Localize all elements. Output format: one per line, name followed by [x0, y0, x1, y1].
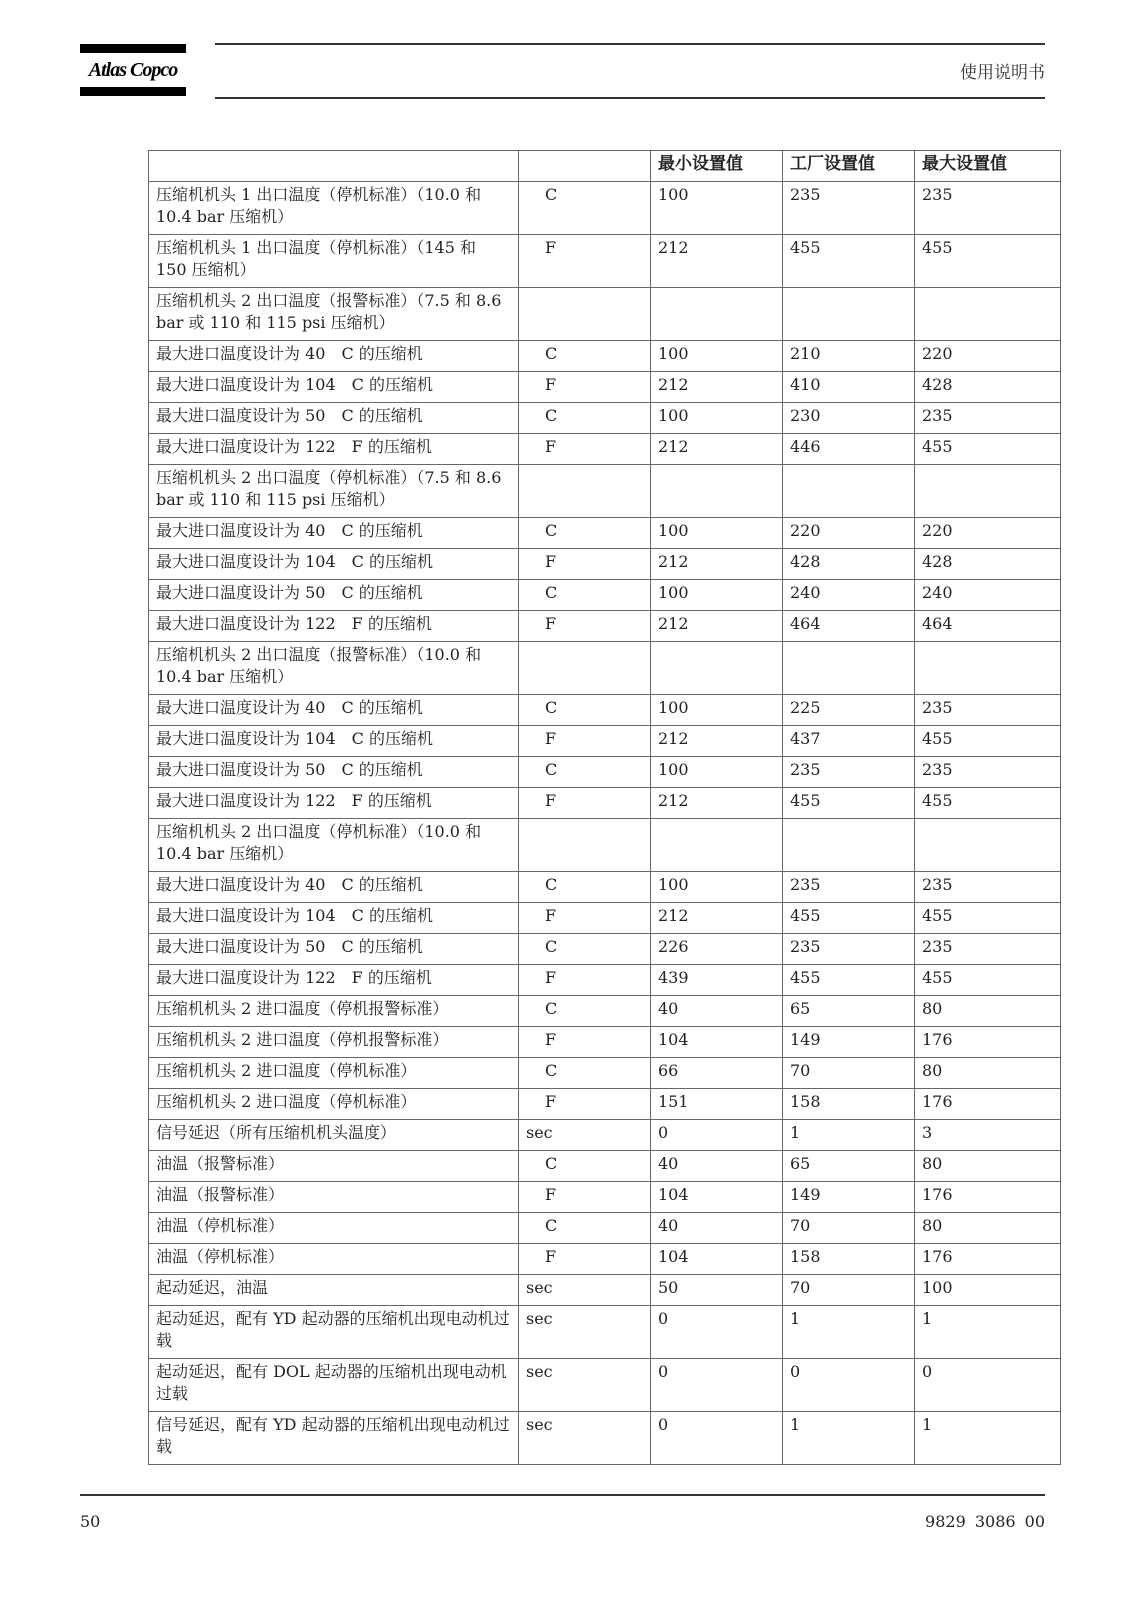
unit-cell: F — [519, 726, 651, 757]
table-row — [149, 1359, 1061, 1412]
factory-value-cell: 225 — [783, 695, 915, 726]
max-value-cell: 235 — [915, 872, 1061, 903]
min-value-cell: 151 — [651, 1089, 783, 1120]
unit-cell: sec — [519, 1120, 651, 1151]
unit-cell: C — [519, 757, 651, 788]
min-value-cell: 0 — [651, 1359, 783, 1412]
table-row — [149, 1120, 1061, 1151]
table-row — [149, 341, 1061, 372]
min-value-cell — [651, 819, 783, 872]
logo-bar-bottom — [80, 87, 186, 96]
table-row — [149, 903, 1061, 934]
parameter-cell: 压缩机机头 2 进口温度（停机标准） — [149, 1089, 519, 1120]
max-value-cell: 235 — [915, 182, 1061, 235]
document-title: 使用说明书 — [960, 63, 1045, 83]
max-value-cell: 0 — [915, 1359, 1061, 1412]
logo-wordmark: Atlas Copco — [88, 59, 178, 81]
factory-value-cell: 65 — [783, 996, 915, 1027]
min-value-cell: 212 — [651, 726, 783, 757]
table-row — [149, 235, 1061, 288]
document-number: 9829 3086 00 — [925, 1512, 1045, 1531]
unit-cell — [519, 288, 651, 341]
unit-cell: C — [519, 1151, 651, 1182]
parameter-cell: 最大进口温度设计为 50 C 的压缩机 — [149, 757, 519, 788]
parameter-cell: 起动延迟，配有 YD 起动器的压缩机出现电动机过载 — [149, 1306, 519, 1359]
unit-cell: sec — [519, 1275, 651, 1306]
table-row — [149, 372, 1061, 403]
header-max-setting: 最大设置值 — [915, 151, 1061, 182]
min-value-cell: 100 — [651, 341, 783, 372]
factory-value-cell: 1 — [783, 1412, 915, 1465]
parameter-cell: 最大进口温度设计为 122 F 的压缩机 — [149, 434, 519, 465]
max-value-cell: 235 — [915, 757, 1061, 788]
factory-value-cell: 446 — [783, 434, 915, 465]
factory-value-cell: 455 — [783, 903, 915, 934]
unit-cell: C — [519, 872, 651, 903]
factory-value-cell: 410 — [783, 372, 915, 403]
factory-value-cell: 70 — [783, 1275, 915, 1306]
max-value-cell: 100 — [915, 1275, 1061, 1306]
table-row — [149, 1306, 1061, 1359]
table-row — [149, 965, 1061, 996]
parameter-cell: 最大进口温度设计为 122 F 的压缩机 — [149, 788, 519, 819]
unit-cell — [519, 465, 651, 518]
unit-cell — [519, 819, 651, 872]
table-row — [149, 403, 1061, 434]
factory-value-cell: 210 — [783, 341, 915, 372]
parameter-cell: 压缩机机头 2 进口温度（停机报警标准） — [149, 1027, 519, 1058]
factory-value-cell: 235 — [783, 757, 915, 788]
min-value-cell: 100 — [651, 757, 783, 788]
min-value-cell: 0 — [651, 1412, 783, 1465]
table-row — [149, 1027, 1061, 1058]
max-value-cell: 176 — [915, 1244, 1061, 1275]
table-row — [149, 642, 1061, 695]
parameter-cell: 压缩机机头 2 出口温度（报警标准）（10.0 和 10.4 bar 压缩机） — [149, 642, 519, 695]
parameter-cell: 最大进口温度设计为 104 C 的压缩机 — [149, 372, 519, 403]
min-value-cell: 100 — [651, 403, 783, 434]
parameter-cell: 最大进口温度设计为 122 F 的压缩机 — [149, 611, 519, 642]
table-row — [149, 611, 1061, 642]
factory-value-cell: 1 — [783, 1120, 915, 1151]
unit-cell: sec — [519, 1412, 651, 1465]
parameter-cell: 油温（停机标准） — [149, 1213, 519, 1244]
parameter-cell: 最大进口温度设计为 40 C 的压缩机 — [149, 872, 519, 903]
min-value-cell — [651, 465, 783, 518]
parameter-cell: 信号延迟，配有 YD 起动器的压缩机出现电动机过载 — [149, 1412, 519, 1465]
parameter-cell: 最大进口温度设计为 40 C 的压缩机 — [149, 695, 519, 726]
factory-value-cell: 0 — [783, 1359, 915, 1412]
table-row — [149, 182, 1061, 235]
unit-cell: F — [519, 1182, 651, 1213]
max-value-cell: 455 — [915, 726, 1061, 757]
min-value-cell: 226 — [651, 934, 783, 965]
factory-value-cell: 235 — [783, 182, 915, 235]
unit-cell — [519, 642, 651, 695]
unit-cell: sec — [519, 1306, 651, 1359]
unit-cell: C — [519, 1058, 651, 1089]
table-row — [149, 1089, 1061, 1120]
max-value-cell — [915, 465, 1061, 518]
factory-value-cell: 455 — [783, 965, 915, 996]
unit-cell: F — [519, 1244, 651, 1275]
table-row — [149, 872, 1061, 903]
parameter-cell: 起动延迟，油温 — [149, 1275, 519, 1306]
max-value-cell: 3 — [915, 1120, 1061, 1151]
max-value-cell: 455 — [915, 235, 1061, 288]
factory-value-cell — [783, 819, 915, 872]
max-value-cell: 464 — [915, 611, 1061, 642]
min-value-cell: 0 — [651, 1120, 783, 1151]
max-value-cell: 428 — [915, 372, 1061, 403]
table-row — [149, 518, 1061, 549]
min-value-cell: 40 — [651, 996, 783, 1027]
table-row — [149, 1182, 1061, 1213]
min-value-cell: 212 — [651, 611, 783, 642]
min-value-cell: 100 — [651, 518, 783, 549]
table-header-row — [149, 151, 1061, 182]
min-value-cell: 439 — [651, 965, 783, 996]
max-value-cell: 455 — [915, 903, 1061, 934]
min-value-cell: 0 — [651, 1306, 783, 1359]
footer-rule — [80, 1494, 1045, 1496]
factory-value-cell: 220 — [783, 518, 915, 549]
parameter-cell: 最大进口温度设计为 104 C 的压缩机 — [149, 726, 519, 757]
min-value-cell: 100 — [651, 580, 783, 611]
parameter-cell: 油温（报警标准） — [149, 1151, 519, 1182]
unit-cell: C — [519, 341, 651, 372]
unit-cell: C — [519, 996, 651, 1027]
table-row — [149, 726, 1061, 757]
max-value-cell: 455 — [915, 788, 1061, 819]
max-value-cell: 220 — [915, 341, 1061, 372]
max-value-cell: 1 — [915, 1306, 1061, 1359]
max-value-cell: 80 — [915, 1151, 1061, 1182]
max-value-cell: 176 — [915, 1089, 1061, 1120]
factory-value-cell: 235 — [783, 934, 915, 965]
min-value-cell: 104 — [651, 1182, 783, 1213]
parameter-cell: 压缩机机头 2 出口温度（停机标准）（10.0 和 10.4 bar 压缩机） — [149, 819, 519, 872]
factory-value-cell: 240 — [783, 580, 915, 611]
min-value-cell — [651, 642, 783, 695]
table-body — [149, 182, 1061, 1465]
unit-cell: sec — [519, 1359, 651, 1412]
atlas-copco-logo — [80, 44, 186, 96]
factory-value-cell: 158 — [783, 1244, 915, 1275]
factory-value-cell — [783, 642, 915, 695]
parameter-cell: 压缩机机头 2 进口温度（停机报警标准） — [149, 996, 519, 1027]
parameter-cell: 最大进口温度设计为 40 C 的压缩机 — [149, 518, 519, 549]
parameter-cell: 最大进口温度设计为 104 C 的压缩机 — [149, 903, 519, 934]
parameter-cell: 压缩机机头 2 出口温度（报警标准）（7.5 和 8.6 bar 或 110 和 115 psi 压缩机） — [149, 288, 519, 341]
header-factory-setting: 工厂设置值 — [783, 151, 915, 182]
min-value-cell: 66 — [651, 1058, 783, 1089]
factory-value-cell — [783, 288, 915, 341]
min-value-cell: 50 — [651, 1275, 783, 1306]
table-row — [149, 819, 1061, 872]
unit-cell: F — [519, 1027, 651, 1058]
unit-cell: F — [519, 965, 651, 996]
parameter-cell: 压缩机机头 2 出口温度（停机标准）（7.5 和 8.6 bar 或 110 和 115 psi 压缩机） — [149, 465, 519, 518]
unit-cell: F — [519, 903, 651, 934]
table-row — [149, 934, 1061, 965]
factory-value-cell: 464 — [783, 611, 915, 642]
min-value-cell: 104 — [651, 1027, 783, 1058]
min-value-cell: 212 — [651, 372, 783, 403]
factory-value-cell: 70 — [783, 1213, 915, 1244]
parameter-cell: 压缩机机头 1 出口温度（停机标准）（10.0 和 10.4 bar 压缩机） — [149, 182, 519, 235]
parameter-cell: 压缩机机头 2 进口温度（停机标准） — [149, 1058, 519, 1089]
min-value-cell: 212 — [651, 235, 783, 288]
unit-cell: F — [519, 235, 651, 288]
logo-bar-top — [80, 44, 186, 53]
unit-cell: C — [519, 695, 651, 726]
min-value-cell: 212 — [651, 903, 783, 934]
table-row — [149, 288, 1061, 341]
unit-cell: F — [519, 611, 651, 642]
unit-cell: C — [519, 580, 651, 611]
max-value-cell: 1 — [915, 1412, 1061, 1465]
parameter-cell: 最大进口温度设计为 122 F 的压缩机 — [149, 965, 519, 996]
settings-table — [148, 150, 1061, 1465]
max-value-cell: 455 — [915, 965, 1061, 996]
header-min-setting: 最小设置值 — [651, 151, 783, 182]
unit-cell: F — [519, 434, 651, 465]
max-value-cell: 455 — [915, 434, 1061, 465]
min-value-cell: 40 — [651, 1151, 783, 1182]
unit-cell: C — [519, 1213, 651, 1244]
max-value-cell — [915, 288, 1061, 341]
table-row — [149, 788, 1061, 819]
table-row — [149, 1058, 1061, 1089]
parameter-cell: 压缩机机头 1 出口温度（停机标准）（145 和 150 压缩机） — [149, 235, 519, 288]
unit-cell: F — [519, 549, 651, 580]
factory-value-cell: 455 — [783, 235, 915, 288]
table-row — [149, 1244, 1061, 1275]
factory-value-cell: 149 — [783, 1027, 915, 1058]
header-parameter — [149, 151, 519, 182]
factory-value-cell: 149 — [783, 1182, 915, 1213]
max-value-cell: 235 — [915, 934, 1061, 965]
parameter-cell: 最大进口温度设计为 50 C 的压缩机 — [149, 403, 519, 434]
max-value-cell: 428 — [915, 549, 1061, 580]
parameter-cell: 最大进口温度设计为 40 C 的压缩机 — [149, 341, 519, 372]
factory-value-cell: 230 — [783, 403, 915, 434]
page-number: 50 — [80, 1512, 101, 1531]
min-value-cell: 212 — [651, 434, 783, 465]
header-rule-top — [215, 43, 1045, 45]
max-value-cell: 176 — [915, 1182, 1061, 1213]
factory-value-cell — [783, 465, 915, 518]
parameter-cell: 信号延迟（所有压缩机机头温度） — [149, 1120, 519, 1151]
table-row — [149, 757, 1061, 788]
table-row — [149, 1412, 1061, 1465]
parameter-cell: 最大进口温度设计为 104 C 的压缩机 — [149, 549, 519, 580]
factory-value-cell: 1 — [783, 1306, 915, 1359]
min-value-cell: 100 — [651, 182, 783, 235]
unit-cell: C — [519, 934, 651, 965]
table-row — [149, 549, 1061, 580]
unit-cell: F — [519, 1089, 651, 1120]
table-row — [149, 1151, 1061, 1182]
min-value-cell: 212 — [651, 788, 783, 819]
table-row — [149, 1275, 1061, 1306]
max-value-cell: 80 — [915, 1213, 1061, 1244]
max-value-cell — [915, 642, 1061, 695]
header-rule-bottom — [215, 97, 1045, 99]
table-row — [149, 996, 1061, 1027]
table-row — [149, 465, 1061, 518]
table-row — [149, 580, 1061, 611]
max-value-cell: 235 — [915, 695, 1061, 726]
unit-cell: C — [519, 403, 651, 434]
table-row — [149, 1213, 1061, 1244]
unit-cell: C — [519, 518, 651, 549]
factory-value-cell: 65 — [783, 1151, 915, 1182]
factory-value-cell: 158 — [783, 1089, 915, 1120]
header-unit — [519, 151, 651, 182]
parameter-cell: 最大进口温度设计为 50 C 的压缩机 — [149, 580, 519, 611]
unit-cell: F — [519, 788, 651, 819]
max-value-cell: 240 — [915, 580, 1061, 611]
max-value-cell — [915, 819, 1061, 872]
max-value-cell: 176 — [915, 1027, 1061, 1058]
max-value-cell: 80 — [915, 1058, 1061, 1089]
parameter-cell: 最大进口温度设计为 50 C 的压缩机 — [149, 934, 519, 965]
max-value-cell: 235 — [915, 403, 1061, 434]
parameter-cell: 起动延迟，配有 DOL 起动器的压缩机出现电动机过载 — [149, 1359, 519, 1412]
min-value-cell: 212 — [651, 549, 783, 580]
factory-value-cell: 455 — [783, 788, 915, 819]
unit-cell: C — [519, 182, 651, 235]
min-value-cell: 100 — [651, 695, 783, 726]
min-value-cell — [651, 288, 783, 341]
unit-cell: F — [519, 372, 651, 403]
table-row — [149, 695, 1061, 726]
factory-value-cell: 70 — [783, 1058, 915, 1089]
factory-value-cell: 437 — [783, 726, 915, 757]
factory-value-cell: 428 — [783, 549, 915, 580]
max-value-cell: 220 — [915, 518, 1061, 549]
max-value-cell: 80 — [915, 996, 1061, 1027]
min-value-cell: 104 — [651, 1244, 783, 1275]
parameter-cell: 油温（报警标准） — [149, 1182, 519, 1213]
table-row — [149, 434, 1061, 465]
min-value-cell: 100 — [651, 872, 783, 903]
min-value-cell: 40 — [651, 1213, 783, 1244]
parameter-cell: 油温（停机标准） — [149, 1244, 519, 1275]
factory-value-cell: 235 — [783, 872, 915, 903]
